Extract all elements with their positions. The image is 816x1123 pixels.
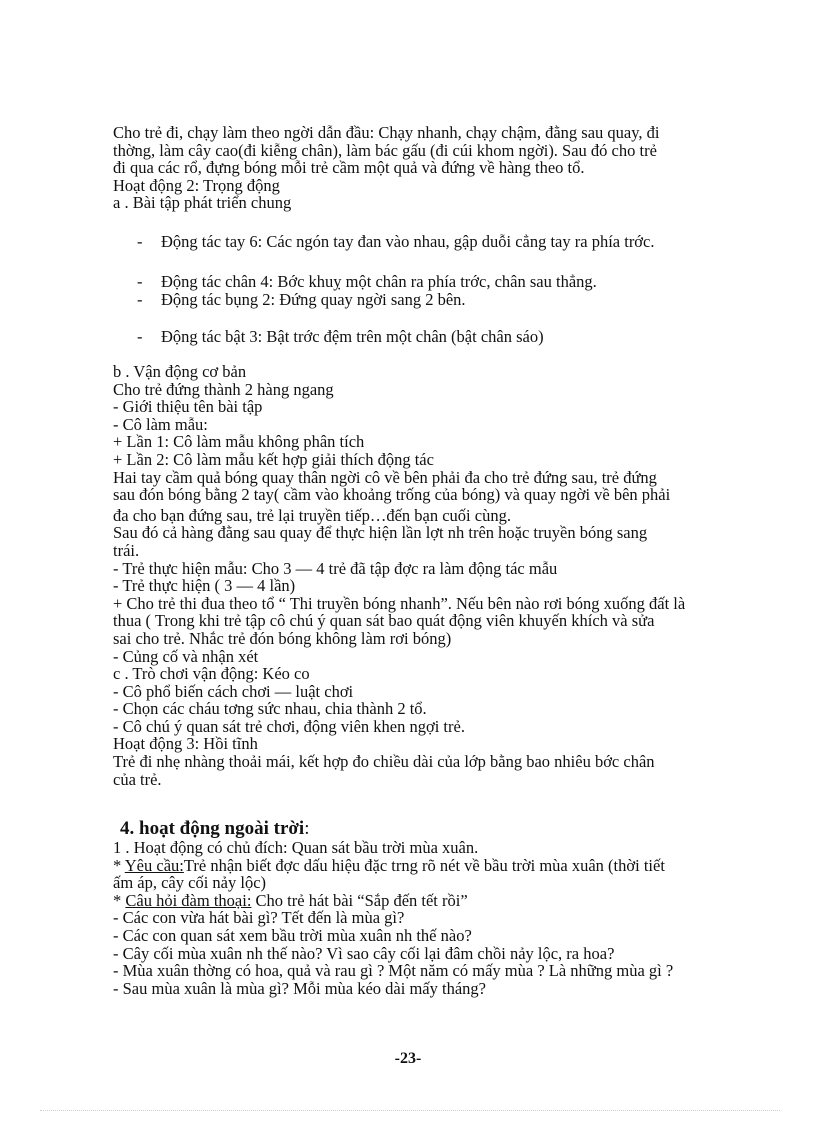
section-4-heading: 4. hoạt động ngoài trời: [120,818,310,839]
text-line: sau đón bóng bằng 2 tay( cầm vào khoảng trống của bóng) và quay ngời về bên phải [113,485,671,505]
activity-2-heading: Hoạt động 2: Trọng động [113,175,280,195]
text-line: - Chọn các cháu tơng sức nhau, chia thành 2 tổ. [113,699,427,719]
text-line: + Cho trẻ thi đua theo tổ “ Thi truyền bóng nhanh”. Nếu bên nào rơi bóng xuống đất là [113,593,686,613]
question-item: - Cây cối mùa xuân nh thế nào? Vì sao cây cối lại đâm chồi nảy lộc, ra hoa? [113,943,615,963]
questions-line: * Câu hỏi đàm thoại: Cho trẻ hát bài “Sắp đến tết rồi” [113,890,468,910]
text-line: 1 . Hoạt động có chủ đích: Quan sát bầu trời mùa xuân. [113,838,479,857]
text-line: Cho trẻ đi, chạy làm theo ngời dẫn đầu: Chạy nhanh, chạy chậm, đằng sau quay, đi [113,123,660,142]
text-line: đi qua các rổ, đựng bóng mỗi trẻ cầm một quả và đứng về hàng theo tổ. [113,158,585,178]
exercise-item: - Động tác chân 4: Bớc khuỵ một chân ra phía trớc, chân sau thẳng. [137,272,597,291]
requirement-label: Yêu cầu: [124,855,184,875]
text-line: - Giới thiệu tên bài tập [113,397,263,417]
text-line: trái. [113,540,140,560]
text-line: Sau đó cả hàng đằng sau quay để thực hiện lần lợt nh trên hoặc truyền bóng sang [113,523,648,543]
text-line: - Trẻ thực hiện mẫu: Cho 3 — 4 trẻ đã tập đợc ra làm động tác mẫu [113,558,558,578]
text-line: Cho trẻ đứng thành 2 hàng ngang [113,379,334,399]
text-line: + Lần 2: Cô làm mẫu kết hợp giải thích động tác [113,449,434,469]
exercise-item: - Động tác bụng 2: Đứng quay ngời sang 2 bên. [137,290,466,309]
question-item: - Mùa xuân thờng có hoa, quả và rau gì ? Một năm có mấy mùa ? Là những mùa gì ? [113,961,674,981]
text-line: - Củng cố và nhận xét [113,646,259,666]
outdoor-content [113,839,763,997]
basic-movement-heading: b . Vận động cơ bản [113,362,247,381]
activity-3-heading: Hoạt động 3: Hồi tĩnh [113,734,258,754]
game-heading: c . Trò chơi vận động: Kéo co [113,664,310,684]
question-item: - Các con quan sát xem bầu trời mùa xuân nh thế nào? [113,925,472,945]
text-line: đa cho bạn đứng sau, trẻ lại truyền tiếp…đến bạn cuối cùng. [113,505,511,525]
text-line: Trẻ đi nhẹ nhàng thoải mái, kết hợp đo chiều dài của lớp bằng bao nhiêu bớc chân [113,752,655,772]
text-line: thua ( Trong khi trẻ tập cô chú ý quan sát bao quát động viên khuyến khích và sửa [113,611,655,631]
text-line: Hai tay cầm quả bóng quay thân ngời cô về bên phải đa cho trẻ đứng sau, trẻ đứng [113,467,657,487]
text-line: sai cho trẻ. Nhắc trẻ đón bóng không làm rơi bóng) [113,628,452,648]
intro-paragraph [113,124,763,212]
text-line: + Lần 1: Cô làm mẫu không phân tích [113,432,365,452]
questions-label: Câu hỏi đàm thoại: [125,890,252,910]
text-line: - Cô làm mẫu: [113,414,208,434]
general-exercises-heading: a . Bài tập phát triển chung [113,193,292,213]
text-line: - Trẻ thực hiện ( 3 — 4 lần) [113,576,296,596]
text-line: ấm áp, cây cối nảy lộc) [113,873,267,893]
page-divider [40,1110,780,1111]
text-line: - Cô chú ý quan sát trẻ chơi, động viên khen ngợi trẻ. [113,716,465,736]
question-item: - Các con vừa hát bài gì? Tết đến là mùa gì? [113,908,405,928]
text-line: thờng, làm cây cao(đi kiễng chân), làm bác gấu (đi cúi khom ngời). Sau đó cho trẻ [113,140,657,160]
exercise-item: - Động tác bật 3: Bật trớc đệm trên một chân (bật chân sáo) [137,327,544,346]
exercise-item: - Động tác tay 6: Các ngón tay đan vào nhau, gập duỗi cẳng tay ra phía trớc. [137,232,655,251]
main-content [113,363,763,788]
text-line: của trẻ. [113,769,162,789]
requirement-line: * Yêu cầu:Trẻ nhận biết đợc dấu hiệu đặc trng rõ nét về bầu trời mùa xuân (thời tiết [113,855,665,875]
page-number: -23- [394,1050,422,1067]
question-item: - Sau mùa xuân là mùa gì? Mỗi mùa kéo dài mấy tháng? [113,978,486,998]
text-line: - Cô phổ biến cách chơi — luật chơi [113,681,354,701]
